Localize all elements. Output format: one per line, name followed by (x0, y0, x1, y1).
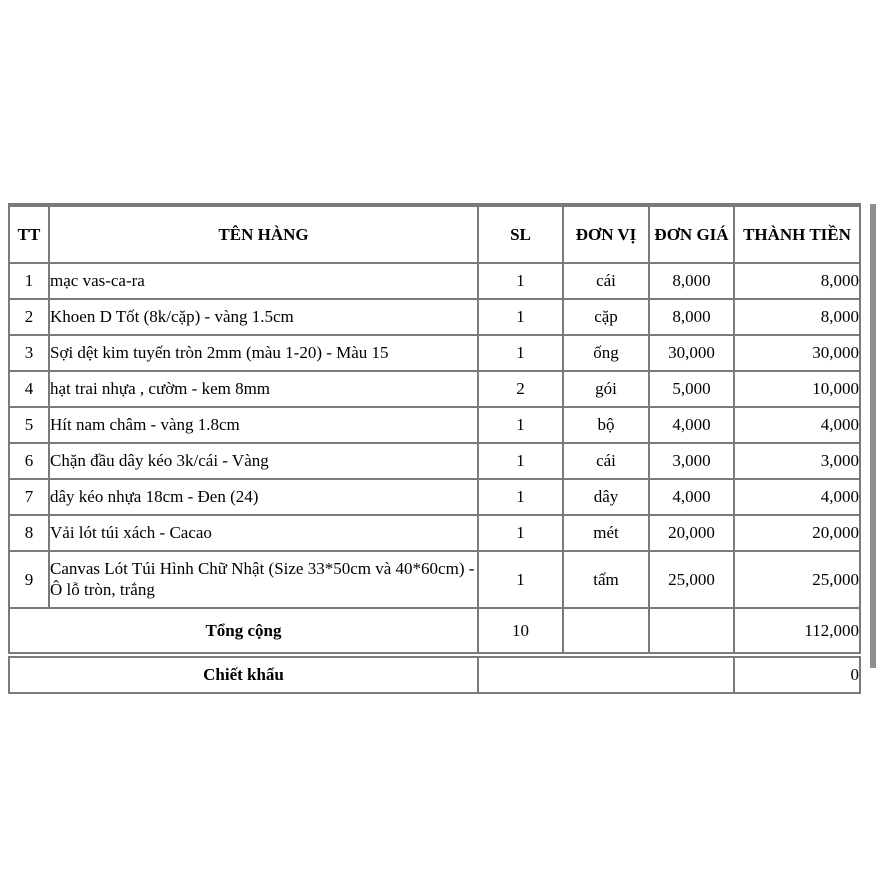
cell-quantity: 1 (478, 443, 563, 479)
cell-quantity: 1 (478, 335, 563, 371)
cell-unit: cái (563, 263, 649, 299)
cell-index: 1 (9, 263, 49, 299)
cell-item-name: Canvas Lót Túi Hình Chữ Nhật (Size 33*50cm và 40*60cm) - Ô lỗ tròn, trắng (49, 551, 478, 608)
header-cell-item-name: TÊN HÀNG (49, 205, 478, 263)
table-row (9, 479, 860, 515)
table-row (9, 515, 860, 551)
discount-label: Chiết khấu (9, 657, 478, 693)
cell-quantity: 1 (478, 479, 563, 515)
discount-row (9, 657, 860, 693)
cell-index: 2 (9, 299, 49, 335)
cell-quantity: 1 (478, 551, 563, 608)
cell-index: 9 (9, 551, 49, 608)
cell-item-name: Khoen D Tốt (8k/cặp) - vàng 1.5cm (49, 299, 478, 335)
cell-item-name: dây kéo nhựa 18cm - Đen (24) (49, 479, 478, 515)
table-row (9, 551, 860, 608)
cell-item-name: Chặn đầu dây kéo 3k/cái - Vàng (49, 443, 478, 479)
total-label: Tổng cộng (9, 608, 478, 653)
table-row (9, 263, 860, 299)
cell-unit-price: 8,000 (649, 263, 734, 299)
cell-amount: 20,000 (734, 515, 860, 551)
table-row (9, 371, 860, 407)
table-header-row (9, 205, 860, 263)
cell-unit: cặp (563, 299, 649, 335)
cell-quantity: 1 (478, 263, 563, 299)
header-cell-amount: THÀNH TIỀN (734, 205, 860, 263)
page-edge-strip (870, 204, 876, 668)
total-unit-empty (563, 608, 649, 653)
cell-amount: 30,000 (734, 335, 860, 371)
cell-amount: 3,000 (734, 443, 860, 479)
cell-unit: bộ (563, 407, 649, 443)
cell-unit: cái (563, 443, 649, 479)
total-row (9, 608, 860, 653)
table-row (9, 335, 860, 371)
cell-quantity: 1 (478, 515, 563, 551)
cell-unit: tấm (563, 551, 649, 608)
cell-quantity: 1 (478, 299, 563, 335)
cell-unit: mét (563, 515, 649, 551)
cell-amount: 10,000 (734, 371, 860, 407)
cell-item-name: Sợi dệt kim tuyến tròn 2mm (màu 1-20) - Màu 15 (49, 335, 478, 371)
cell-amount: 8,000 (734, 263, 860, 299)
header-cell-unit: ĐƠN VỊ (563, 205, 649, 263)
cell-index: 4 (9, 371, 49, 407)
total-amount: 112,000 (734, 608, 860, 653)
cell-quantity: 1 (478, 407, 563, 443)
cell-unit-price: 4,000 (649, 479, 734, 515)
summary-table (8, 656, 861, 694)
cell-quantity: 2 (478, 371, 563, 407)
cell-amount: 4,000 (734, 479, 860, 515)
cell-unit-price: 20,000 (649, 515, 734, 551)
summary-table-clipped (8, 656, 859, 684)
cell-unit-price: 5,000 (649, 371, 734, 407)
cell-unit-price: 30,000 (649, 335, 734, 371)
header-cell-tt: TT (9, 205, 49, 263)
cell-unit-price: 8,000 (649, 299, 734, 335)
total-quantity: 10 (478, 608, 563, 653)
table-row (9, 407, 860, 443)
cell-index: 7 (9, 479, 49, 515)
cell-index: 6 (9, 443, 49, 479)
cell-unit: ống (563, 335, 649, 371)
cell-unit: gói (563, 371, 649, 407)
header-cell-unit-price: ĐƠN GIÁ (649, 205, 734, 263)
cell-amount: 4,000 (734, 407, 860, 443)
total-unit-price-empty (649, 608, 734, 653)
cell-index: 3 (9, 335, 49, 371)
table-row (9, 299, 860, 335)
cell-unit-price: 3,000 (649, 443, 734, 479)
table-row (9, 443, 860, 479)
discount-middle-empty (478, 657, 734, 693)
cell-unit: dây (563, 479, 649, 515)
cell-index: 8 (9, 515, 49, 551)
header-cell-quantity: SL (478, 205, 563, 263)
cell-item-name: hạt trai nhựa , cườm - kem 8mm (49, 371, 478, 407)
cell-item-name: Hít nam châm - vàng 1.8cm (49, 407, 478, 443)
cell-unit-price: 4,000 (649, 407, 734, 443)
cell-unit-price: 25,000 (649, 551, 734, 608)
discount-amount: 0 (734, 657, 860, 693)
cell-index: 5 (9, 407, 49, 443)
invoice-table (8, 203, 861, 654)
cell-item-name: Vải lót túi xách - Cacao (49, 515, 478, 551)
cell-item-name: mạc vas-ca-ra (49, 263, 478, 299)
cell-amount: 25,000 (734, 551, 860, 608)
cell-amount: 8,000 (734, 299, 860, 335)
